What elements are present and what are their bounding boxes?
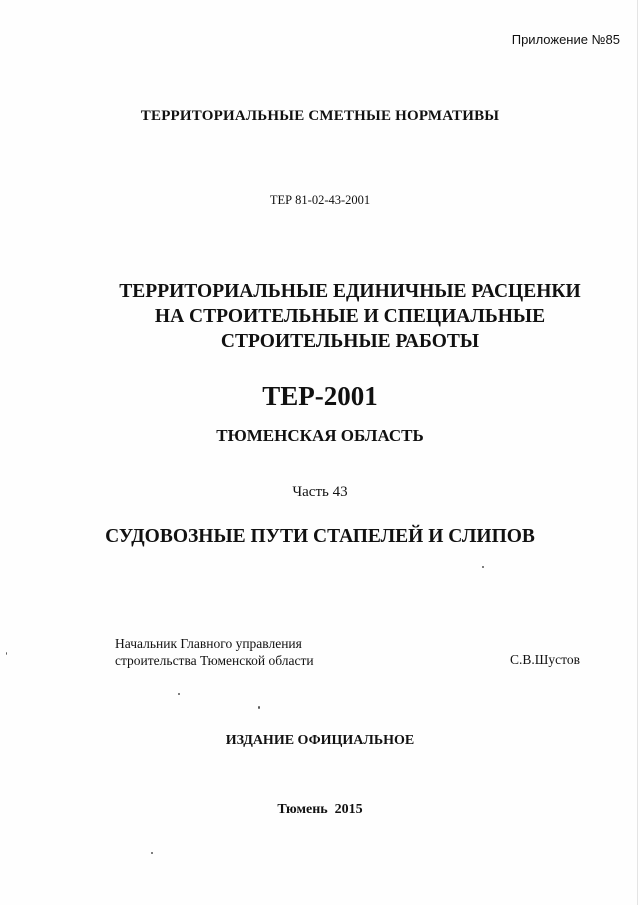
appendix-label: Приложение №85 [511, 32, 620, 47]
scan-speck [482, 566, 484, 568]
normatives-heading: ТЕРРИТОРИАЛЬНЫЕ СМЕТНЫЕ НОРМАТИВЫ [140, 108, 500, 124]
scan-speck [6, 652, 7, 655]
part-title: СУДОВОЗНЫЕ ПУТИ СТАПЕЛЕЙ И СЛИПОВ [105, 526, 535, 547]
scan-edge-line [637, 0, 638, 905]
city-year: Тюмень 2015 [277, 802, 363, 817]
main-title-line-1: ТЕРРИТОРИАЛЬНЫЕ ЕДИНИЧНЫЕ РАСЦЕНКИ [119, 281, 581, 302]
main-title-line-3: СТРОИТЕЛЬНЫЕ РАБОТЫ [220, 331, 480, 352]
main-title-line-2: НА СТРОИТЕЛЬНЫЕ И СПЕЦИАЛЬНЫЕ [154, 306, 546, 327]
main-title [40, 279, 640, 354]
signatory-name: С.В.Шустов [510, 652, 580, 667]
edition-label: ИЗДАНИЕ ОФИЦИАЛЬНОЕ [225, 733, 415, 748]
signatory-position [115, 635, 314, 669]
signatory-position-line-1: Начальник Главного управления [115, 636, 302, 651]
region-heading: ТЮМЕНСКАЯ ОБЛАСТЬ [216, 426, 424, 445]
part-number: Часть 43 [292, 484, 348, 500]
scan-speck [151, 852, 153, 854]
scan-speck [178, 693, 180, 695]
ter-code: ТЕР-2001 [262, 381, 378, 411]
scan-speck [258, 706, 260, 709]
document-code: ТЕР 81-02-43-2001 [269, 193, 371, 207]
signatory-position-line-2: строительства Тюменской области [115, 653, 314, 668]
